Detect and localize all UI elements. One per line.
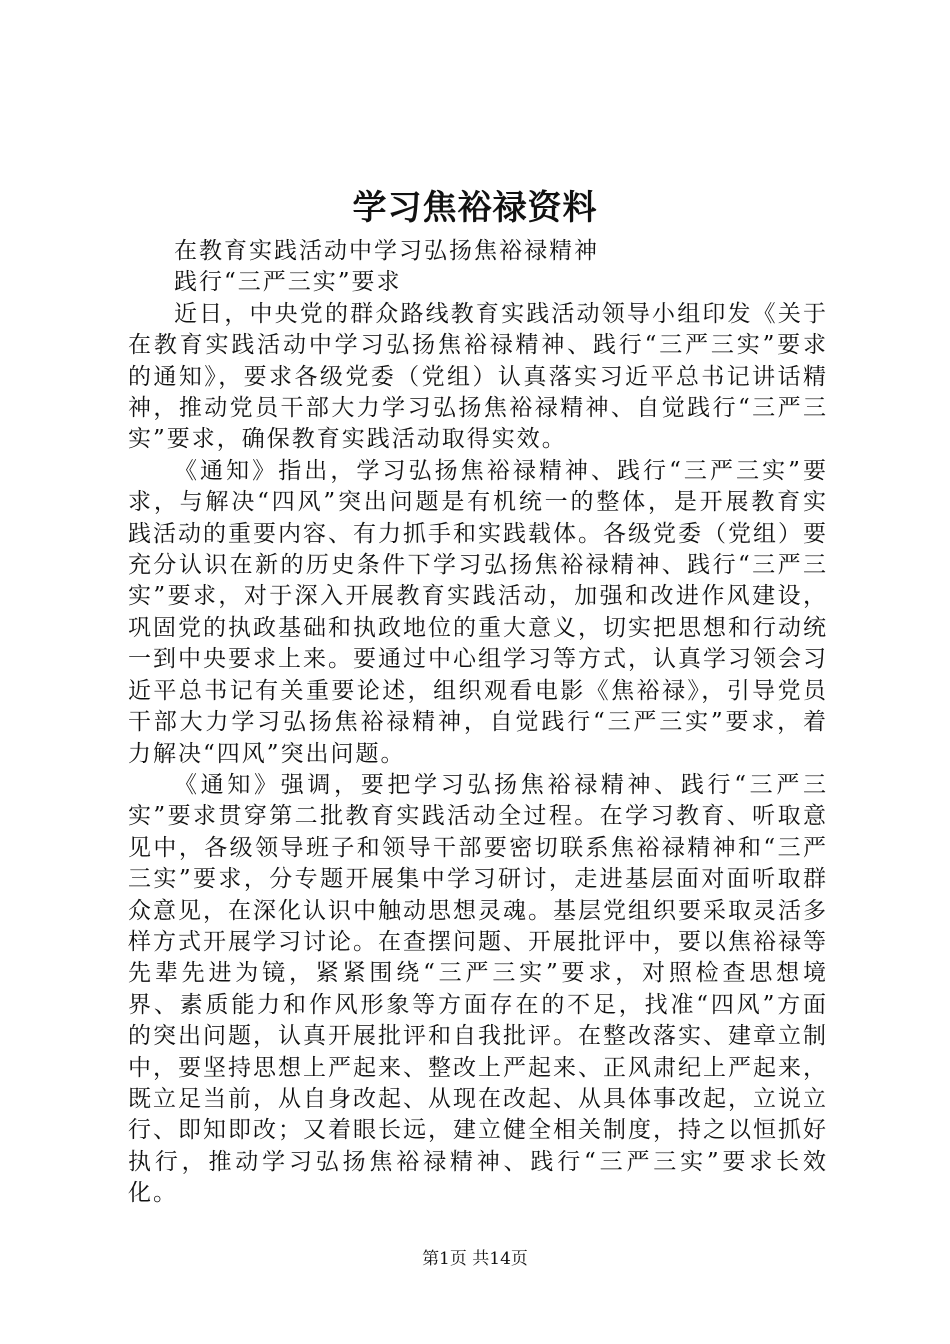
body-paragraph: 近日，中央党的群众路线教育实践活动领导小组印发《关于在教育实践活动中学习弘扬焦裕禄精神、践行“三严三实”要求的通知》，要求各级党委（党组）认真落实习近平总书记讲话精神，推动党员干部大力学习弘扬焦裕禄精神、自觉践行“三严三实”要求，确保教育实践活动取得实效。: [128, 300, 828, 453]
document-body: [128, 236, 828, 1210]
subtitle-line-2: 践行“三严三实”要求: [174, 269, 402, 296]
document-title: 学习焦裕禄资料: [352, 188, 598, 228]
body-paragraph: 《通知》强调，要把学习弘扬焦裕禄精神、践行“三严三实”要求贯穿第二批教育实践活动全过程。在学习教育、听取意见中，各级领导班子和领导干部要密切联系焦裕禄精神和“三严三实”要求，分专题开展集中学习研讨，走进基层面对面听取群众意见，在深化认识中触动思想灵魂。基层党组织要采取灵活多样方式开展学习讨论。在查摆问题、开展批评中，要以焦裕禄等先辈先进为镜，紧紧围绕“三严三实”要求，对照检查思想境界、素质能力和作风形象等方面存在的不足，找准“四风”方面的突出问题，认真开展批评和自我批评。在整改落实、建章立制中，要坚持思想上严起来、整改上严起来、正风肃纪上严起来，既立足当前，从自身改起、从现在改起、从具体事改起，立说立行、即知即改；又着眼长远，建立健全相关制度，持之以恒抓好执行，推动学习弘扬焦裕禄精神、践行“三严三实”要求长效化。: [128, 771, 828, 1207]
body-paragraph: 《通知》指出，学习弘扬焦裕禄精神、践行“三严三实”要求，与解决“四风”突出问题是有机统一的整体，是开展教育实践活动的重要内容、有力抓手和实践载体。各级党委（党组）要充分认识在新的历史条件下学习弘扬焦裕禄精神、践行“三严三实”要求，对于深入开展教育实践活动，加强和改进作风建设，巩固党的执政基础和执政地位的重大意义，切实把思想和行动统一到中央要求上来。要通过中心组学习等方式，认真学习领会习近平总书记有关重要论述，组织观看电影《焦裕禄》，引导党员干部大力学习弘扬焦裕禄精神，自觉践行“三严三实”要求，着力解决“四风”突出问题。: [128, 457, 828, 767]
subtitle-line-1: 在教育实践活动中学习弘扬焦裕禄精神: [174, 238, 599, 264]
page-number-footer: 第1页 共14页: [422, 1249, 528, 1269]
